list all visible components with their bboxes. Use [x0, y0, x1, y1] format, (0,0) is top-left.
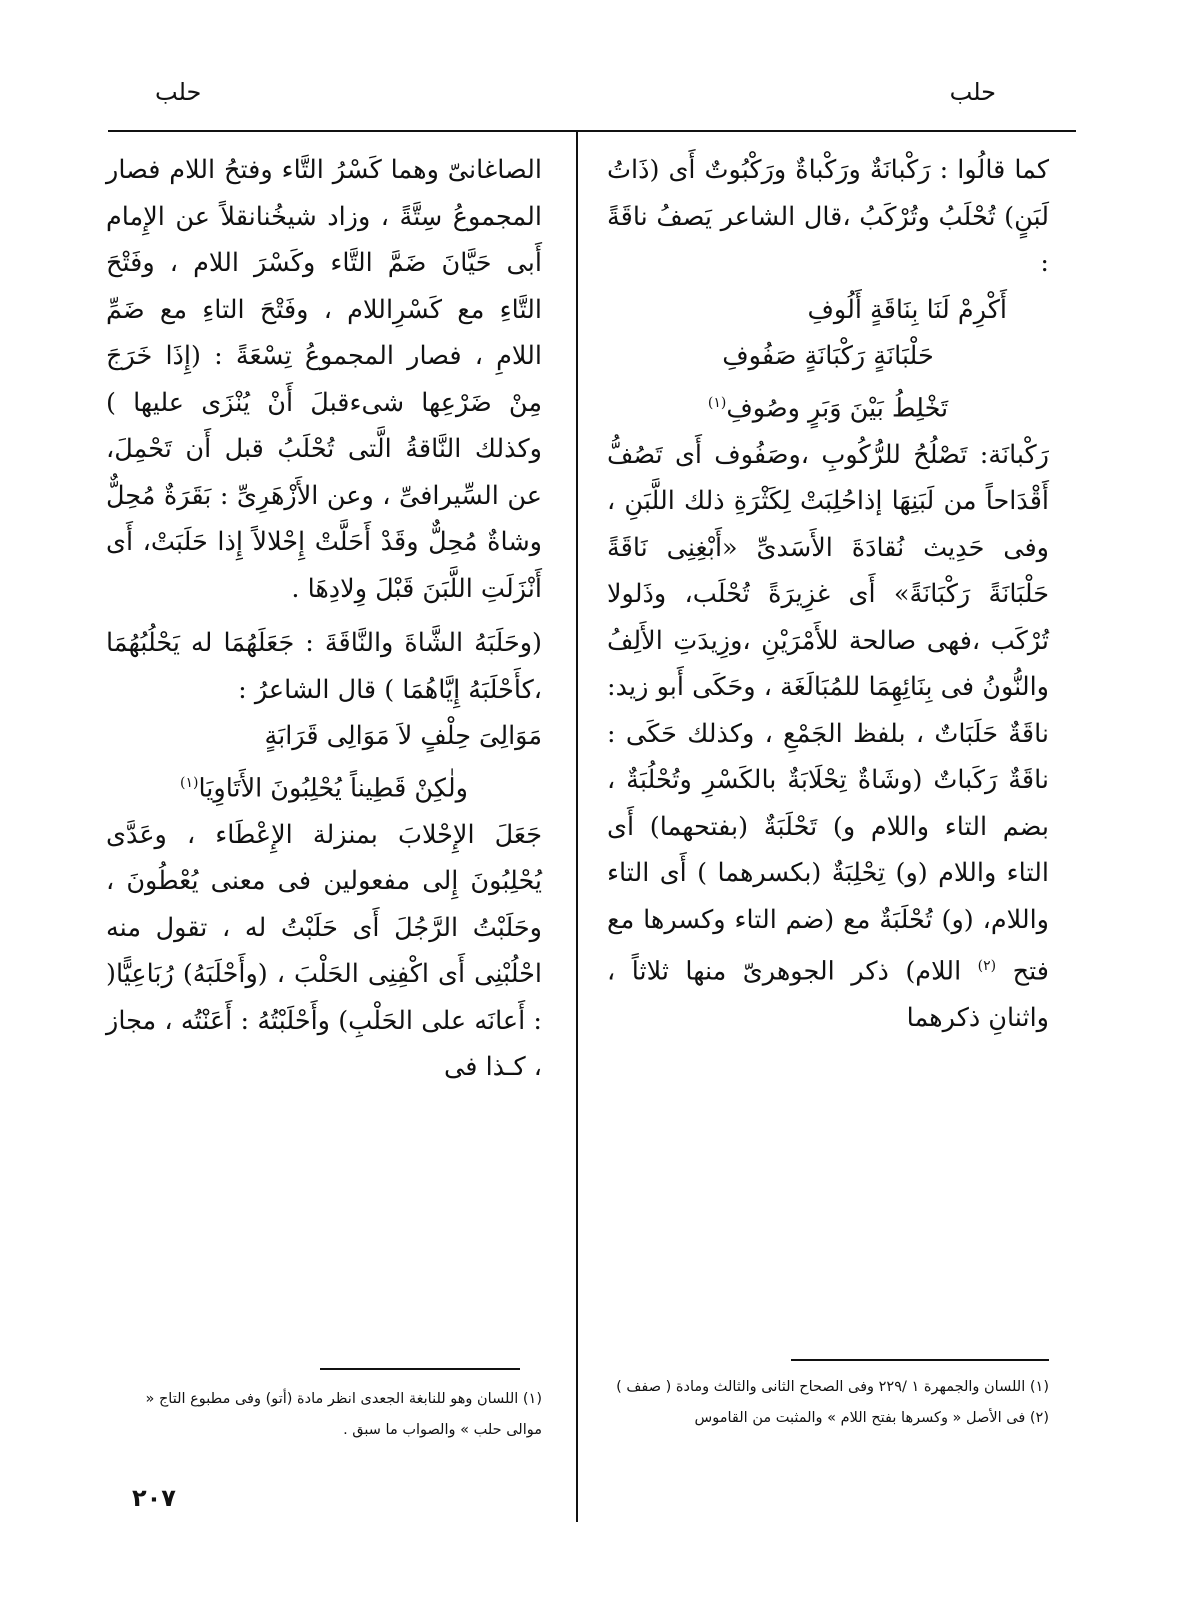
right-column — [607, 147, 1049, 1042]
left-footnotes — [106, 1384, 542, 1446]
left-paragraph-3: جَعَلَ الإِحْلابَ بمنزلة الإِعْطَاء ، وعَدَّى يُحْلِبُونَ إِلى مفعولين فى معنى يُعْطُونَ ، وحَلَبْتُ الرَّجُلَ أَى حَلَبْتُ له ، تقول منه احْلُبْنِى أَى اكْفِنِى الحَلْبَ ، (وأَحْلَبَهُ) رُبَاعِيًّا( : أَعانَه على الحَلْبِ) وأَحْلَبْتُهُ : أَعَنْتُه ، مجاز ، كـذا فى — [106, 819, 542, 1082]
left-paragraph-1: الصاغانىّ وهما كَسْرُ التَّاء وفتحُ اللام فصار المجموعُ سِتَّةً ، وزاد شيخُنانقلاً عن الإِمام أَبى حَيَّانَ ضَمَّ التَّاء وكَسْرَ اللام ، وفَتْحَ التَّاءِ مع كَسْرِاللام ، وفَتْحَ التاءِ مع ضَمِّ اللامِ ، فصار المجموعُ تِسْعَةً : (إِذَا خَرَجَ مِنْ ضَرْعِها شىءقبلَ أَنْ يُنْزَى عليها ) وكذلك النَّاقةُ الَّتى تُحْلَبُ قبل أَن تَحْمِلَ، عن السِّيرافىِّ ، وعن الأَزْهَرِىِّ : بَقَرَةٌ مُحِلٌّ وشاةٌ مُحِلٌّ وقَدْ أَحَلَّتْ إِحْلالاً إِذا حَلَبَتْ، أَى أَنْزَلَتِ اللَّبَنَ قَبْلَ وِلادِهَا . — [106, 155, 542, 604]
right-verse-line-2: حَلْبَانَةٍ رَكْبَانَةٍ صَفُوفِ — [722, 341, 934, 371]
right-verse-line-3-text: تَخْلِطُ بَيْنَ وَبَرٍ وصُوفِ — [726, 393, 949, 423]
left-column — [106, 147, 542, 1091]
right-paragraph-2-text: رَكْبانَة: تَصْلُحُ للرُّكُوبِ ،وصَفُوف أَى تَصُفُّ أَقْدَاحاً من لَبَنِهَا إذاحُلِبَتْ لِكَثْرَةِ ذلك اللَّبَنِ ، وفى حَدِيث نُقادَةَ الأَسَدىِّ «أَبْغِنِى نَاقَةً حَلْبَانَةً رَكْبَانَةً» أَى غزِيرَةً تُحْلَب، وذَلولا تُرْكَب ،فهى صالحة للأَمْرَيْنِ ،وزِيدَتِ الأَلِفُ والنُّونُ فى بِنَائِهِمَا للمُبَالَغَة ، وحَكَى أَبو زيد: ناقَةٌ حَلَبَاتٌ ، بلفظ الجَمْعِ ، وكذلك حَكَى : ناقَةٌ رَكَباتٌ (وشَاةٌ تِحْلَابَةٌ بالكَسْرِ وتُحْلُبَةٌ ، بضم التاء واللام و) تَحْلَبَةٌ (بفتحهما) أَى التاء واللام (و) تِحْلِبَةٌ (بكسرهما ) أَى التاء واللام، (و) تُحْلَبَةٌ مع (ضم التاء وكسرها مع فتح — [607, 439, 1050, 987]
right-paragraph-2 — [607, 432, 1049, 1042]
right-verse-line-3 — [607, 380, 1049, 432]
right-paragraph-2-footnote-ref: (٢) — [977, 958, 997, 974]
right-footnote-rule — [791, 1359, 1049, 1361]
left-footnote-1: (١) اللسان وهو للنابغة الجعدى انظر مادة (أتو) وفى مطبوع التاج « موالى حلب » والصواب ما سبق . — [145, 1391, 542, 1438]
header-rule — [108, 130, 1076, 132]
running-head-left: حلب — [155, 78, 202, 106]
right-paragraph-2-end: اللام) ذكر الجوهرىّ منها ثلاثاً ، واثنانِ ذكرهما — [607, 956, 1049, 1033]
left-paragraph-2: (وحَلَبَهُ الشَّاةَ والنَّاقَةَ : جَعَلَهُمَا له يَحْلُبُهُمَا ،كأَحْلَبَهُ إِيَّاهُمَا ) قال الشاعرُ : — [106, 628, 542, 705]
right-verse-line-1: أَكْرِمْ لَنَا بِنَاقَةٍ أَلُوفِ — [807, 294, 1007, 325]
left-footnote-rule — [320, 1368, 520, 1370]
right-footnote-2: (٢) فى الأصل « وكسرها بفتح اللام » والمثبت من القاموس — [694, 1410, 1049, 1426]
right-footnote-1: (١) اللسان والجمهرة ١ /٢٢٩ وفى الصحاح الثانى والثالث ومادة ( صفف ) — [616, 1379, 1049, 1395]
column-divider — [576, 130, 578, 1522]
right-verse-footnote-ref: (١) — [707, 394, 727, 411]
right-footnotes — [609, 1372, 1049, 1434]
left-verse-line-1: مَوَالِىَ حِلْفٍ لاَ مَوَالِى قَرَابَةٍ — [264, 721, 542, 751]
running-head-right: حلب — [949, 78, 996, 106]
left-verse-footnote-ref: (١) — [180, 774, 199, 791]
right-paragraph-1: كما قالُوا : رَكْبانَةٌ ورَكْباةٌ ورَكْبُوتٌ أَى (ذَاتُ لَبَنٍ) تُحْلَبُ وتُرْكَبُ ،قال الشاعر يَصفُ ناقَةً : — [607, 155, 1049, 278]
left-verse-line-2-text: ولٰكِنْ قَطِيناً يُحْلِبُونَ الأَتَاوِيَا — [198, 773, 468, 803]
left-verse-line-2 — [106, 760, 542, 812]
page-number: ٢٠٧ — [132, 1484, 176, 1512]
